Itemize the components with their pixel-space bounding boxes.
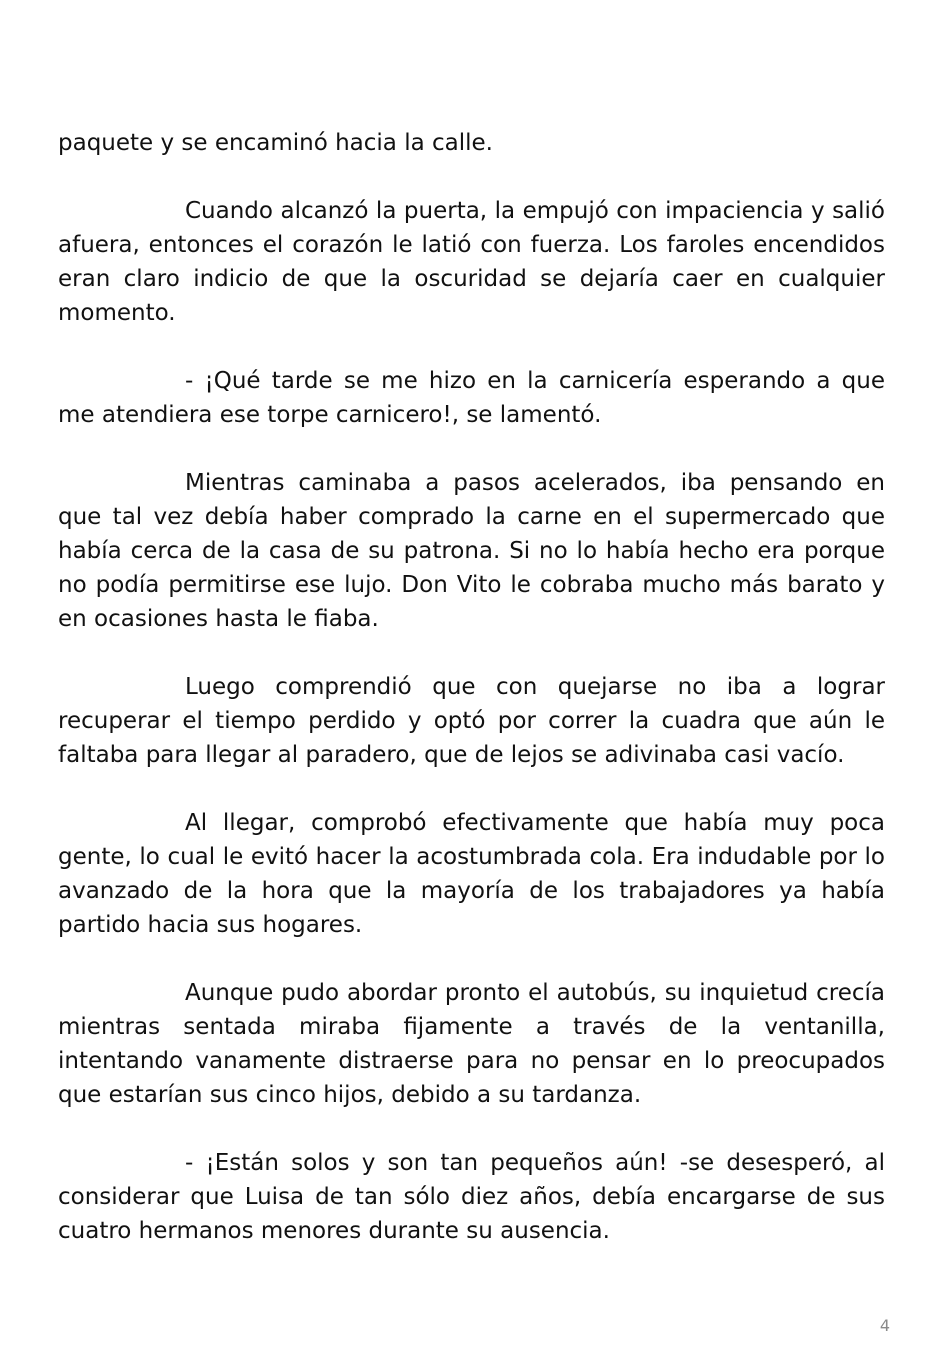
paragraph-arrival: Al llegar, comprobó efectivamente que había muy poca gente, lo cual le evitó hacer la acostumbrada cola. Era indudable por lo avanzado de la hora que la mayoría de los trabajadores ya había partido hacia sus hogares. <box>58 810 885 938</box>
paragraph-bus: Aunque pudo abordar pronto el autobús, su inquietud crecía mientras sentada miraba fijamente a través de la ventanilla, intentando vanamente distraerse para no pensar en lo preocupados que estarían sus cinco hijos, debido a su tardanza. <box>58 980 885 1108</box>
paragraph-walking: Mientras caminaba a pasos acelerados, iba pensando en que tal vez debía haber comprado la carne en el supermercado que había cerca de la casa de su patrona. Si no lo había hecho era porque no podía permitirse ese lujo. Don Vito le cobraba mucho más barato y en ocasiones hasta le fiaba. <box>58 470 885 632</box>
body-text <box>58 126 885 1282</box>
paragraph-door: Cuando alcanzó la puerta, la empujó con impaciencia y salió afuera, entonces el corazón le latió con fuerza. Los faroles encendidos eran claro indicio de que la oscuridad se dejaría caer en cualquier momento. <box>58 198 885 326</box>
paragraph-continuation: paquete y se encaminó hacia la calle. <box>58 130 493 156</box>
paragraph-running: Luego comprendió que con quejarse no iba a lograr recuperar el tiempo perdido y optó por correr la cuadra que aún le faltaba para llegar al paradero, que de lejos se adivinaba casi vacío. <box>58 674 885 768</box>
paragraph-despair: - ¡Están solos y son tan pequeños aún! -se desesperó, al considerar que Luisa de tan sólo diez años, debía encargarse de sus cuatro hermanos menores durante su ausencia. <box>58 1150 885 1244</box>
paragraph-lament: - ¡Qué tarde se me hizo en la carnicería esperando a que me atendiera ese torpe carnicero!, se lamentó. <box>58 368 885 428</box>
page-number: 4 <box>879 1316 890 1335</box>
